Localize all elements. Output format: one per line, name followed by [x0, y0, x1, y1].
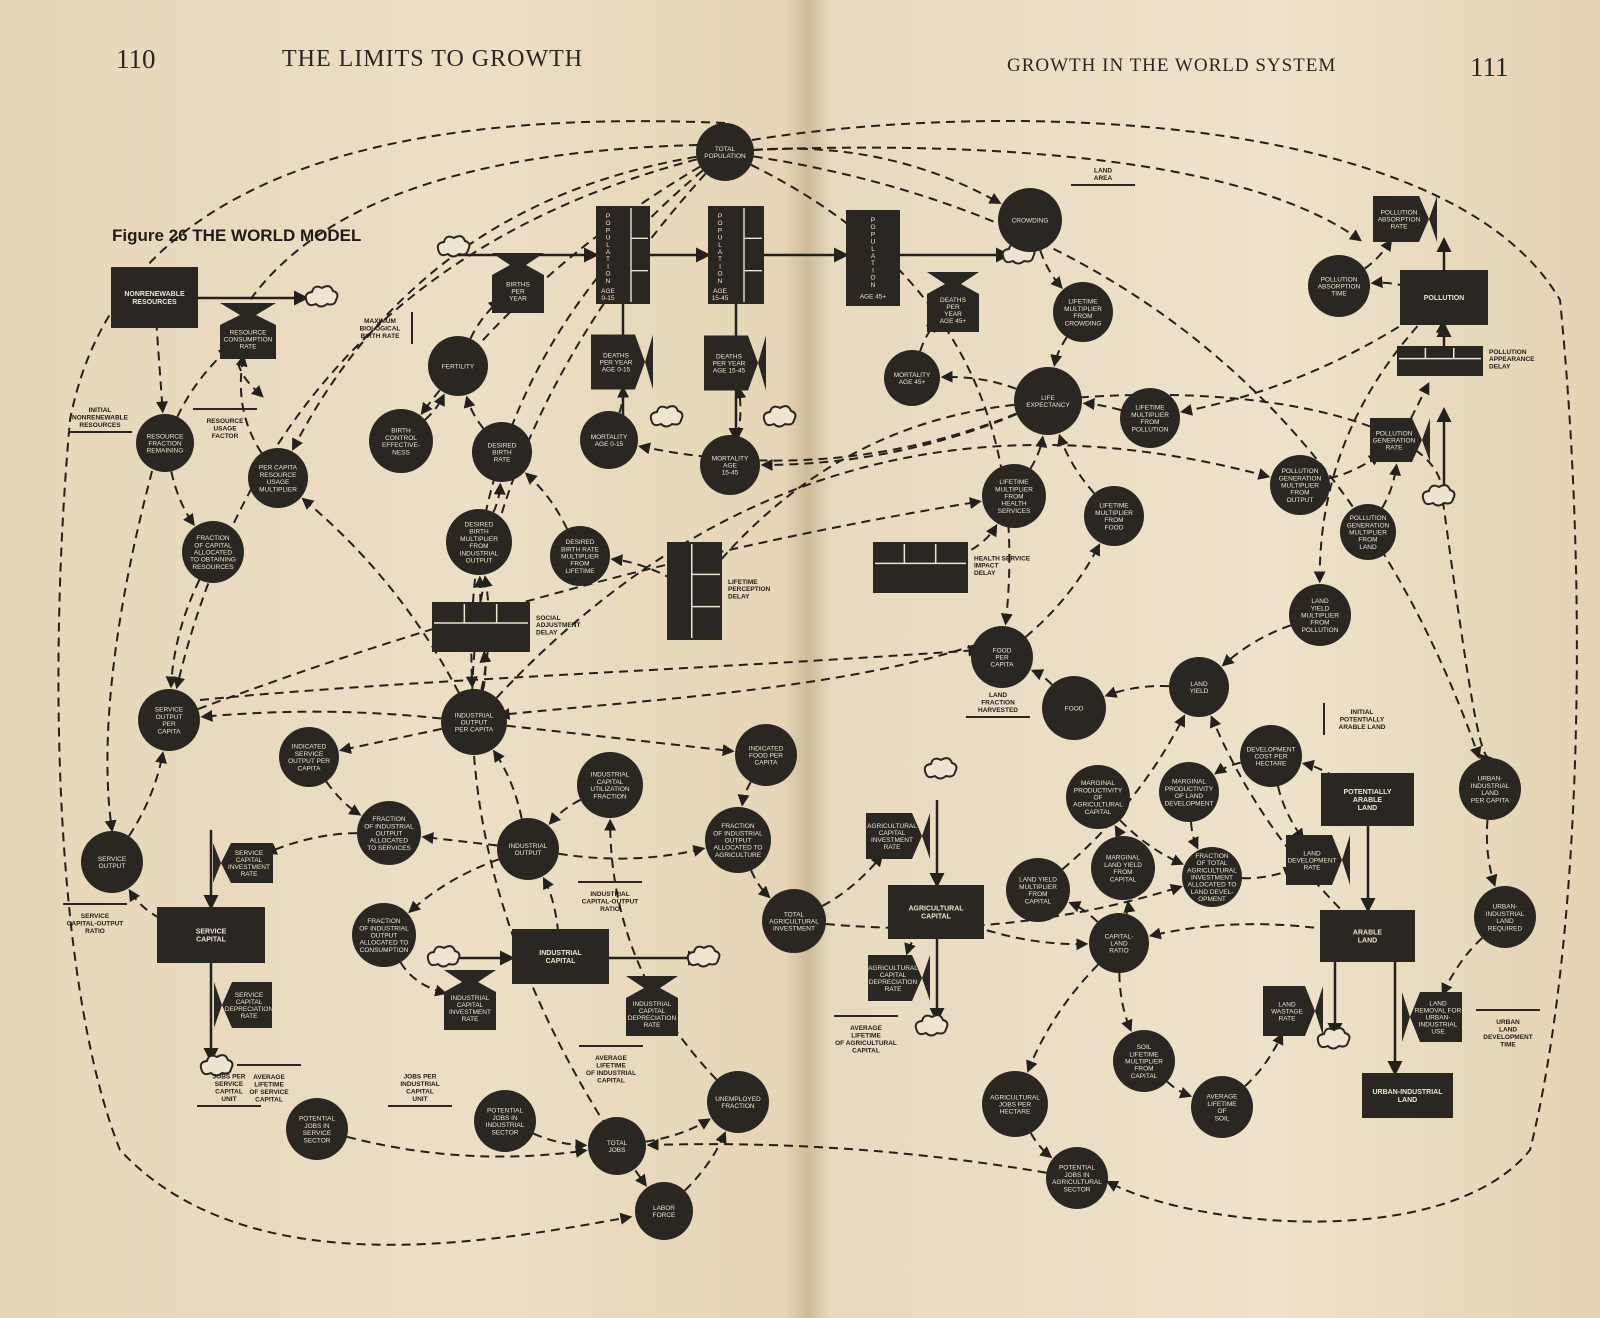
rate-label: DEATHS PER YEAR AGE 45+ [939, 297, 967, 325]
link-c35-v06 [1365, 241, 1391, 269]
diagram-nodes [63, 123, 1540, 1240]
auxiliary-node-labor-force [635, 1182, 693, 1240]
constant-urban-land-development-time [1476, 1010, 1540, 1048]
link-c34-c33 [685, 1133, 725, 1190]
auxiliary-node-food-per-capita [971, 626, 1033, 688]
node-label: DEVELOPMENT COST PER HECTARE [1246, 746, 1296, 768]
source-sink-cloud-icon [201, 1055, 233, 1075]
left-page-title: THE LIMITS TO GROWTH [282, 46, 584, 72]
rate-industrial-capital-depreciation-rate [626, 976, 678, 1036]
node-label: POLLUTION GENERATION MULTIPLIER FROM LAND [1346, 515, 1390, 551]
link-c49-c48 [1070, 903, 1097, 922]
auxiliary-node-marginal-land-yield-from-capital [1091, 836, 1155, 900]
link-c25-c29 [410, 859, 499, 911]
link-c27-c19 [129, 753, 163, 836]
feedback-loop-6 [500, 640, 990, 715]
link-c38-c41 [1223, 625, 1290, 665]
feedback-loop-8 [200, 650, 978, 700]
auxiliary-node-marginal-productivity-of-land-development [1159, 762, 1219, 822]
auxiliary-node-desired-birth-rate [472, 422, 532, 482]
link-c51-c52 [1167, 1082, 1190, 1096]
population-level-age-45 [846, 210, 900, 306]
population-level-age-15-45 [708, 206, 764, 304]
link-c17-v01 [241, 357, 262, 453]
source-sink-cloud-icon [688, 946, 720, 966]
rate-deaths-per-year-age-15-45 [704, 336, 766, 391]
rate-deaths-per-year-age-0-15 [591, 335, 653, 390]
auxiliary-node-land-yield-multiplier-from-pollution [1289, 584, 1351, 646]
node-label: FOOD PER CAPITA [990, 647, 1014, 669]
level-label: SERVICE CAPITAL [195, 928, 227, 944]
link-c13-c11 [467, 398, 483, 429]
constant-label: MAXIMUM BIOLOGICAL BIRTH RATE [359, 318, 401, 340]
link-c21-c24 [326, 782, 359, 815]
link-c49-c53 [1028, 965, 1098, 1071]
auxiliary-node-desired-birth-rate-multiplier-from-lifetime [550, 526, 610, 586]
node-label: PER CAPITA RESOURCE USAGE MULTIPLIER [258, 464, 298, 494]
auxiliary-node-food [1042, 676, 1106, 740]
rate-label: LAND WASTAGE RATE [1271, 1001, 1303, 1023]
node-label: LAND YIELD MULTIPLIER FROM POLLUTION [1301, 598, 1339, 634]
link-c20-c19 [203, 712, 441, 719]
auxiliary-node-capital-land-ratio [1089, 913, 1149, 973]
source-sink-cloud-icon [764, 406, 796, 426]
link-c03-c04 [1055, 337, 1067, 364]
rate-label: AGRICULTURAL CAPITAL INVESTMENT RATE [867, 823, 917, 851]
auxiliary-node-lifetime-multiplier-from-pollution [1120, 388, 1180, 448]
auxiliary-node-potential-jobs-in-agricultural-sector [1046, 1147, 1108, 1209]
level-node-industrial-capital [512, 929, 609, 984]
rate-service-capital-depreciation-rate [214, 982, 273, 1028]
source-sink-cloud-icon [925, 758, 957, 778]
link-c54-c32 [649, 1144, 1046, 1173]
rate-births-per-year [492, 253, 544, 313]
level-label: URBAN-INDUSTRIAL LAND [1372, 1089, 1443, 1104]
node-label: MORTALITY AGE 15-45 [711, 455, 749, 477]
source-sink-cloud-icon [916, 1015, 948, 1035]
auxiliary-node-land-yield-multiplier-from-capital [1006, 858, 1070, 922]
rate-industrial-capital-investment-rate [444, 970, 496, 1030]
level-label: POTENTIALLY ARABLE LAND [1343, 789, 1392, 812]
node-label: POTENTIAL JOBS IN INDUSTRIAL SECTOR [485, 1107, 525, 1137]
rate-agricultural-capital-investment-rate [866, 813, 930, 859]
node-label: TOTAL AGRICULTURAL INVESTMENT [769, 911, 819, 933]
auxiliary-node-service-output-per-capita [138, 689, 200, 751]
node-label: LAND YIELD MULTIPLIER FROM CAPITAL [1019, 876, 1057, 906]
constant-land-area [1071, 167, 1135, 185]
auxiliary-node-pollution-generation-multiplier-from-land [1340, 504, 1396, 560]
link-c23-c25 [550, 800, 580, 823]
link-c08-c04 [1060, 436, 1094, 493]
delay-label: LIFETIME PERCEPTION DELAY [728, 578, 771, 601]
link-c40-c39 [1033, 671, 1052, 685]
node-label: CAPITAL-LAND RATIO [1104, 933, 1134, 955]
node-label: FRACTION OF INDUSTRIAL OUTPUT ALLOCATED TO AGRICULTURE [713, 823, 763, 859]
constant-label: INDUSTRIAL CAPITAL-OUTPUT RATIO [581, 891, 639, 913]
population-label: P O P U L A T I O N [717, 213, 723, 285]
node-label: MORTALITY AGE 45+ [893, 371, 931, 387]
delay-health-service-impact-delay [873, 542, 1031, 593]
link-c37-v07 [1382, 466, 1396, 508]
constant-average-lifetime-of-industrial-capital [579, 1046, 643, 1084]
auxiliary-node-industrial-output [497, 818, 559, 880]
population-label: P O P U L A T I O N [870, 217, 876, 289]
level-node-arable-land [1320, 910, 1415, 962]
node-label: RESOURCE FRACTION REMAINING [146, 433, 184, 455]
node-label: LIFETIME MULTIPLIER FROM POLLUTION [1131, 404, 1169, 434]
link-c44-c47 [1191, 822, 1197, 848]
node-label: POLLUTION GENERATION MULTIPLIER FROM OUTPUT [1278, 468, 1322, 504]
link-c10-v04 [737, 389, 740, 436]
link-c06-c04 [1085, 403, 1121, 410]
population-age-label: AGE 15-45 [711, 288, 729, 302]
rate-label: POLLUTION GENERATION RATE [1372, 430, 1416, 452]
auxiliary-node-lifetime-multiplier-from-crowding [1053, 282, 1113, 342]
rate-label: SERVICE CAPITAL INVESTMENT RATE [228, 850, 270, 878]
rate-service-capital-investment-rate [213, 843, 273, 883]
node-label: DESIRED BIRTH RATE MULTIPLIER FROM LIFETIME [560, 539, 600, 575]
node-label: POTENTIAL JOBS IN AGRICULTURAL SECTOR [1052, 1164, 1102, 1194]
constant-land-fraction-harvested [966, 692, 1030, 717]
auxiliary-node-soil-lifetime-multiplier-from-capital [1113, 1030, 1175, 1092]
auxiliary-node-fraction-of-capital-allocated-to-obtaining-resources [182, 521, 244, 583]
feedback-loop-5 [107, 442, 160, 830]
auxiliary-node-average-lifetime-of-soil [1191, 1076, 1253, 1138]
constant-label: LAND FRACTION HARVESTED [978, 692, 1018, 714]
level-node-agricultural-capital [888, 885, 984, 939]
node-label: MARGINAL PRODUCTIVITY OF AGRICULTURAL CAPITAL [1073, 780, 1123, 816]
link-c24-v08 [267, 833, 357, 853]
node-label: INDUSTRIAL OUTPUT PER CAPITA [454, 712, 494, 734]
link-c20-c22 [507, 726, 732, 751]
constant-label: LAND AREA [1093, 167, 1113, 182]
node-label: DESIRED BIRTH RATE [487, 442, 517, 464]
node-label: POTENTIAL JOBS IN SERVICE SECTOR [298, 1115, 336, 1145]
node-label: LIFE EXPECTANCY [1026, 394, 1070, 410]
link-c42-v14 [1278, 786, 1303, 839]
link-c29-v10 [401, 962, 445, 993]
link-c52-v15 [1245, 1035, 1282, 1087]
node-label: INDICATED SERVICE OUTPUT PER CAPITA [288, 743, 330, 773]
node-label: SOIL LIFETIME MULTIPLIER FROM CAPITAL [1125, 1044, 1163, 1080]
node-label: FOOD [1064, 705, 1084, 713]
node-label: INDUSTRIAL OUTPUT [508, 842, 548, 858]
link-c39-c08 [1026, 545, 1099, 637]
constant-maximum-biological-birth-rate [360, 312, 412, 344]
link-c25-c20 [494, 752, 521, 819]
link-c49-c46 [1126, 903, 1128, 914]
auxiliary-node-indicated-food-per-capita [735, 724, 797, 786]
population-age-label: AGE 45+ [859, 293, 887, 301]
left-page-number: 110 [116, 44, 156, 74]
auxiliary-node-industrial-capital-utilization-fraction [577, 752, 643, 818]
level-label: POLLUTION [1423, 295, 1465, 302]
figure-title: Figure 26 THE WORLD MODEL [112, 226, 362, 245]
level-node-potentially-arable-land [1321, 773, 1414, 826]
node-label: FERTILITY [441, 363, 475, 371]
auxiliary-node-total-agricultural-investment [762, 889, 826, 953]
population-age-label: AGE 0-15 [601, 288, 615, 302]
level-label: AGRICULTURAL CAPITAL [908, 905, 964, 921]
rate-agricultural-capital-depreciation-rate [868, 955, 930, 1001]
node-label: SERVICE OUTPUT [97, 855, 127, 871]
constant-label: JOBS PER INDUSTRIAL CAPITAL UNIT [400, 1073, 440, 1103]
auxiliary-node-service-output [81, 831, 143, 893]
auxiliary-node-mortality-age-15-45 [700, 435, 760, 495]
rate-label: SERVICE CAPITAL DEPRECIATION RATE [224, 992, 274, 1020]
node-label: DESIRED BIRTH MULTIPLIER FROM INDUSTRIAL OUTPUT [459, 521, 499, 565]
auxiliary-node-potential-jobs-in-service-sector [286, 1098, 348, 1160]
node-label: POLLUTION ABSORPTION TIME [1317, 276, 1361, 298]
node-label: CROWDING [1011, 217, 1049, 225]
link-c53-c54 [1031, 1133, 1051, 1157]
rate-label: BIRTHS PER YEAR [506, 281, 530, 303]
auxiliary-node-crowding [998, 188, 1062, 252]
auxiliary-node-total-population [696, 123, 754, 181]
rate-label: INDUSTRIAL CAPITAL INVESTMENT RATE [449, 995, 491, 1023]
constant-label: AVERAGE LIFETIME OF INDUSTRIAL CAPITAL [585, 1055, 637, 1085]
node-label: LIFETIME MULTIPLIER FROM HEALTH SERVICES [995, 479, 1033, 515]
node-label: TOTAL JOBS [606, 1139, 628, 1155]
node-label: URBAN-INDUSTRIAL LAND REQUIRED [1485, 903, 1525, 933]
auxiliary-node-total-jobs [588, 1117, 646, 1175]
auxiliary-node-resource-fraction-remaining [136, 414, 194, 472]
node-label: LIFETIME MULTIPLIER FROM FOOD [1095, 502, 1133, 532]
right-page-number: 111 [1470, 52, 1509, 82]
source-sink-cloud-icon [1423, 485, 1455, 505]
link-c16-c18 [171, 471, 193, 524]
constant-label: URBAN LAND DEVELOPMENT TIME [1483, 1019, 1533, 1049]
constant-average-lifetime-of-agricultural-capital [834, 1016, 898, 1054]
constant-jobs-per-industrial-capital-unit [388, 1074, 452, 1106]
auxiliary-node-urban-industrial-land-per-capita [1459, 758, 1521, 820]
link-c47-v14 [1242, 869, 1294, 878]
link-c18-c19 [171, 580, 199, 686]
auxiliary-node-desired-birth-multiplier-from-industrial-output [446, 509, 512, 575]
link-c32-c33 [646, 1120, 709, 1142]
node-label: MARGINAL LAND YIELD FROM CAPITAL [1104, 854, 1142, 884]
link-c25-c26 [559, 849, 703, 859]
level-node-urban-industrial-land [1362, 1073, 1453, 1118]
auxiliary-node-birth-control-effective-ness [369, 409, 433, 473]
link-c50-v16 [1443, 938, 1482, 993]
level-label: NONRENEWABLE RESOURCES [124, 291, 185, 306]
auxiliary-node-fertility [428, 336, 488, 396]
delay-pollution-appearance-delay [1397, 346, 1535, 376]
link-c41-c40 [1107, 686, 1169, 696]
rate-label: RESOURCE CONSUMPTION RATE [223, 329, 273, 351]
link-d4-r02 [1442, 323, 1443, 337]
link-c01-c02 [754, 149, 1000, 203]
link-c04-c05 [943, 377, 1016, 389]
link-c14-c13 [493, 485, 500, 512]
node-label: SERVICE OUTPUT PER CAPITA [154, 706, 184, 736]
rate-land-wastage-rate [1263, 986, 1323, 1036]
link-r07-c49 [1151, 924, 1344, 935]
rate-label: POLLUTION ABSORPTION RATE [1377, 209, 1421, 231]
constant-label: INITIAL POTENTIALLY ARABLE LAND [1338, 709, 1386, 731]
link-c22-c26 [742, 782, 750, 804]
link-c20-c21 [341, 729, 441, 750]
auxiliary-node-agricultural-jobs-per-hectare [982, 1071, 1048, 1137]
auxiliary-node-fraction-of-industrial-output-allocated-to-services [357, 801, 421, 865]
auxiliary-node-pollution-absorption-time [1308, 255, 1370, 317]
rate-deaths-per-year-age-45 [927, 272, 979, 332]
link-r04-c25 [544, 879, 558, 933]
constant-label: RESOURCE USAGE FACTOR [206, 418, 244, 440]
node-label: LABOR FORCE [652, 1204, 676, 1220]
constant-average-lifetime-of-service-capital [237, 1065, 301, 1103]
node-label: URBAN-INDUSTRIAL LAND PER CAPITA [1470, 775, 1510, 805]
rate-label: LAND DEVELOPMENT RATE [1287, 850, 1337, 872]
level-label: INDUSTRIAL CAPITAL [539, 950, 582, 965]
auxiliary-node-land-yield [1169, 657, 1229, 717]
link-c07-c04 [1030, 438, 1042, 469]
link-c02-c03 [1040, 250, 1061, 287]
auxiliary-node-industrial-output-per-capita [441, 689, 507, 755]
level-node-nonrenewable-resources [111, 267, 198, 328]
link-c49-c51 [1119, 973, 1130, 1030]
rate-label: DEATHS PER YEAR AGE 15-45 [712, 353, 746, 375]
delay-label: POLLUTION APPEARANCE DELAY [1489, 348, 1535, 371]
link-c26-c28 [751, 870, 769, 896]
link-c46-c43 [1116, 827, 1119, 836]
source-sink-cloud-icon [651, 406, 683, 426]
constant-industrial-capital-output-ratio [578, 882, 642, 913]
delay-lifetime-perception-delay [667, 542, 771, 640]
auxiliary-node-lifetime-multiplier-from-health-services [982, 464, 1046, 528]
auxiliary-node-mortality-age-0-15 [580, 411, 638, 469]
auxiliary-node-mortality-age-45 [884, 350, 940, 406]
auxiliary-node-pollution-generation-multiplier-from-output [1270, 455, 1330, 515]
auxiliary-node-urban-industrial-land-required [1474, 886, 1536, 948]
rate-resource-consumption-rate [220, 303, 276, 359]
auxiliary-node-development-cost-per-hectare [1240, 725, 1302, 787]
constant-label: AVERAGE LIFETIME OF AGRICULTURAL CAPITAL [835, 1025, 897, 1055]
rate-land-development-rate [1286, 835, 1350, 885]
rate-label: INDUSTRIAL CAPITAL DEPRECIATION RATE [627, 1001, 677, 1029]
auxiliary-node-per-capita-resource-usage-multiplier [248, 448, 308, 508]
node-label: MORTALITY AGE 0-15 [590, 433, 628, 449]
link-v07-d4 [1411, 384, 1428, 418]
delay-label: HEALTH SERVICE IMPACT DELAY [974, 555, 1031, 578]
level-node-pollution [1400, 270, 1488, 325]
source-sink-cloud-icon [428, 946, 460, 966]
source-sink-cloud-icon [306, 286, 338, 306]
auxiliary-node-indicated-service-output-per-capita [279, 727, 339, 787]
node-label: AGRICULTURAL JOBS PER HECTARE [990, 1094, 1040, 1116]
link-c12-c11 [425, 396, 444, 420]
node-label: FRACTION OF INDUSTRIAL OUTPUT ALLOCATED TO CONSUMPTION [359, 918, 409, 954]
population-level-age-0-15 [596, 206, 650, 304]
node-label: INDUSTRIAL CAPITAL UTILIZATION FRACTION [590, 771, 630, 801]
link-c31-c32 [533, 1134, 585, 1146]
auxiliary-node-unemployed-fraction [707, 1071, 769, 1133]
node-label: UNEMPLOYED FRACTION [715, 1095, 761, 1111]
constant-initial-potentially-arable-land [1324, 703, 1386, 735]
node-label: FRACTION OF INDUSTRIAL OUTPUT ALLOCATED TO SERVICES [364, 816, 414, 852]
node-label: MARGINAL PRODUCTIVITY OF LAND DEVELOPMENT [1164, 778, 1214, 808]
auxiliary-node-lifetime-multiplier-from-food [1084, 486, 1144, 546]
constant-label: SERVICE CAPITAL-OUTPUT RATIO [66, 913, 124, 935]
constant-label: INITIAL NONRENEWABLE RESOURCES [72, 407, 128, 429]
delay-social-adjustment-delay [432, 602, 580, 652]
auxiliary-node-life-expectancy [1014, 367, 1082, 435]
node-label: LAND YIELD [1189, 680, 1209, 696]
link-c15-c13 [527, 474, 567, 529]
rate-label: LAND REMOVAL FOR URBAN-INDUSTRIAL USE [1414, 1000, 1462, 1036]
link-c04-c09 [640, 414, 1016, 461]
node-label: AVERAGE LIFETIME OF SOIL [1206, 1093, 1238, 1123]
constant-initial-nonrenewable-resources [68, 407, 132, 432]
link-c28-v12 [822, 856, 881, 906]
delay-label: SOCIAL ADJUSTMENT DELAY [536, 614, 581, 637]
constant-label: JOBS PER SERVICE CAPITAL UNIT [212, 1073, 246, 1103]
node-label: TOTAL POPULATION [704, 145, 746, 161]
node-label: FRACTION OF CAPITAL ALLOCATED TO OBTAINING RESOURCES [190, 535, 236, 571]
source-sink-cloud-icon [438, 236, 470, 256]
auxiliary-node-marginal-productivity-of-agricultural-capital [1066, 765, 1130, 829]
right-page-title: GROWTH IN THE WORLD SYSTEM [1007, 55, 1337, 76]
link-c45-c50 [1487, 820, 1495, 885]
node-label: INDICATED FOOD PER CAPITA [748, 745, 784, 767]
constant-label: AVERAGE LIFETIME OF SERVICE CAPITAL [249, 1074, 289, 1104]
auxiliary-node-potential-jobs-in-industrial-sector [474, 1090, 536, 1152]
link-r01-c16 [156, 321, 162, 411]
rate-land-removal-for-urban-industrial-use [1402, 992, 1462, 1042]
rate-label: AGRICULTURAL CAPITAL DEPRECIATION RATE [868, 965, 918, 993]
auxiliary-node-fraction-of-industrial-output-allocated-to-consumption [352, 903, 416, 967]
link-c04-c10 [763, 414, 1017, 465]
rate-pollution-absorption-rate [1373, 196, 1437, 242]
auxiliary-node-fraction-of-industrial-output-allocated-to-agriculture [705, 807, 771, 873]
node-label: BIRTH CONTROL EFFECTIVE-NESS [382, 427, 420, 457]
node-label: FRACTION OF TOTAL AGRICULTURAL INVESTMENT ALLOCATED TO LAND DEVEL-OPMENT [1187, 852, 1237, 904]
auxiliary-node-fraction-of-total-agricultural-investment-allocated-to-land-devel-opment [1182, 847, 1242, 907]
level-label: ARABLE LAND [1352, 929, 1383, 945]
population-label: P O P U L A T I O N [605, 213, 611, 285]
level-node-service-capital [157, 907, 265, 963]
node-label: LIFETIME MULTIPLIER FROM CROWDING [1064, 298, 1102, 328]
rate-label: DEATHS PER YEAR AGE 0-15 [599, 352, 633, 374]
